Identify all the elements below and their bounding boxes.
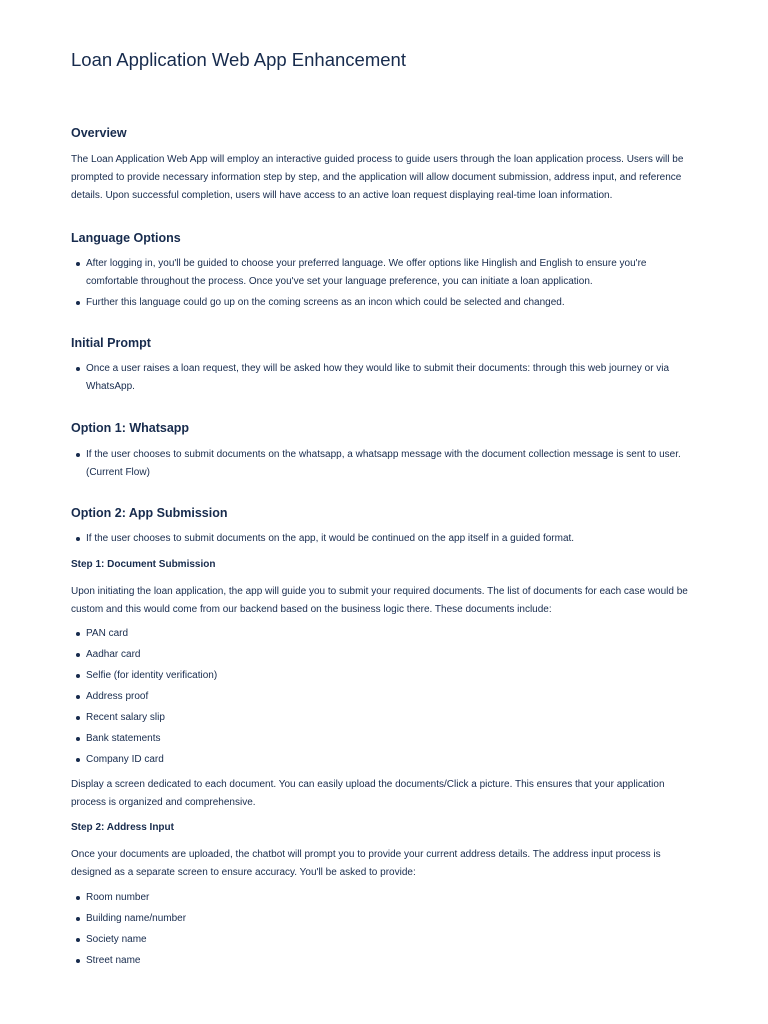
option-whatsapp-list xyxy=(71,446,701,482)
initial-prompt-heading: Initial Prompt xyxy=(71,336,151,350)
overview-heading: Overview xyxy=(71,126,127,140)
list-item: If the user chooses to submit documents on the app, it would be continued on the app itself in a guided format. xyxy=(71,530,701,548)
list-item: Society name xyxy=(71,931,701,949)
list-item: PAN card xyxy=(71,625,701,643)
option-app-heading: Option 2: App Submission xyxy=(71,506,228,520)
document-list xyxy=(71,625,701,769)
initial-prompt-list xyxy=(71,360,701,396)
list-item: Building name/number xyxy=(71,910,701,928)
step2-intro: Once your documents are uploaded, the chatbot will prompt you to provide your current address details. The address input process is designed as a separate screen to ensure accuracy. You'll be asked to provide: xyxy=(71,849,661,878)
list-item: If the user chooses to submit documents on the whatsapp, a whatsapp message with the document collection message is sent to user. (Current Flow) xyxy=(71,446,701,482)
overview-text: The Loan Application Web App will employ an interactive guided process to guide users through the loan application process. Users will be prompted to provide necessary information step by step, and the application will allow document submission, address input, and reference details. Upon successful completion, users will have access to an active loan request displaying real-time loan information. xyxy=(71,154,684,201)
list-item: Company ID card xyxy=(71,751,701,769)
list-item: After logging in, you'll be guided to choose your preferred language. We offer options like Hinglish and English to ensure you're comfortable throughout the process. Once you've set your language preference, you can initiate a loan application. xyxy=(71,255,701,291)
list-item: Aadhar card xyxy=(71,646,701,664)
list-item: Street name xyxy=(71,952,701,970)
option-app-list xyxy=(71,530,701,548)
list-item: Recent salary slip xyxy=(71,709,701,727)
list-item: Address proof xyxy=(71,688,701,706)
option-whatsapp-heading: Option 1: Whatsapp xyxy=(71,421,190,435)
list-item: Selfie (for identity verification) xyxy=(71,667,701,685)
address-fields-list xyxy=(71,889,701,970)
language-options-heading: Language Options xyxy=(71,231,181,245)
list-item: Room number xyxy=(71,889,701,907)
document-title: Loan Application Web App Enhancement xyxy=(71,49,406,70)
step2-heading: Step 2: Address Input xyxy=(71,822,174,833)
language-options-list xyxy=(71,255,701,312)
step1-intro: Upon initiating the loan application, the app will guide you to submit your required documents. The list of documents for each case would be custom and this would come from our backend based on the business logic there. These documents include: xyxy=(71,586,688,615)
list-item: Bank statements xyxy=(71,730,701,748)
list-item: Further this language could go up on the coming screens as an incon which could be selected and changed. xyxy=(71,294,701,312)
list-item: Once a user raises a loan request, they will be asked how they would like to submit their documents: through this web journey or via WhatsApp. xyxy=(71,360,701,396)
step1-outro: Display a screen dedicated to each document. You can easily upload the documents/Click a picture. This ensures that your application process is organized and comprehensive. xyxy=(71,779,665,808)
step1-heading: Step 1: Document Submission xyxy=(71,559,216,570)
